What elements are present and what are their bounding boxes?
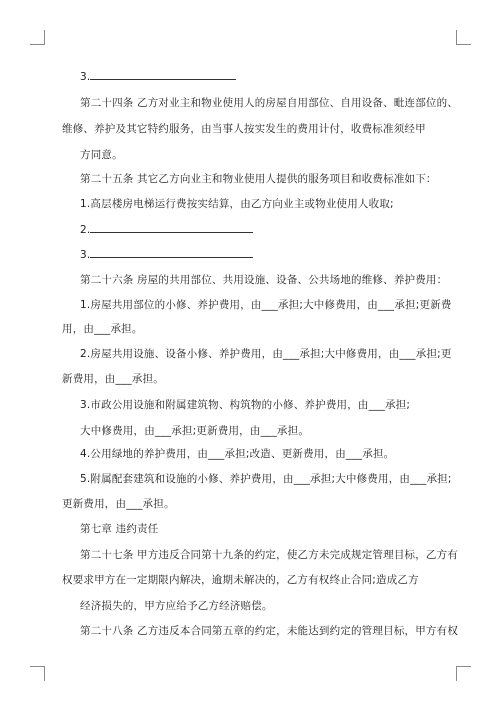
article-26-item-3-line-1: 3.市政公用设施和附属建筑物、构筑物的小修、养护费用，由___承担; (80, 399, 411, 411)
fill-blank (90, 222, 253, 233)
article-26-item-1-line-2: 用，由___承担。 (62, 323, 143, 335)
crop-mark-top-left (30, 30, 45, 45)
article-24-line-2: 维修、养护及其它特约服务，由当事人按实发生的费用计付，收费标准须经甲 (62, 123, 426, 135)
fill-blank (90, 69, 236, 80)
article-26-heading: 第二十六条 房屋的共用部位、共用设施、设备、公共场地的维修、养护费用： (80, 274, 448, 286)
list-item-3: 3. (80, 69, 236, 84)
article-27-line-2: 权要求甲方在一定期限内解决，逾期未解决的，乙方有权终止合同;造成乙方 (62, 574, 419, 586)
article-26-item-4: 4.公用绿地的养护费用，由___承担;改造、更新费用，由___承担。 (80, 448, 395, 460)
article-28-line-1: 第二十八条 乙方违反本合同第五章的约定，未能达到约定的管理目标，甲方有权 (80, 625, 459, 637)
article-25-heading: 第二十五条 其它乙方向业主和物业使用人提供的服务项目和收费标准如下： (80, 173, 437, 185)
chapter-7-heading: 第七章 违约责任 (80, 523, 159, 535)
article-24-line-1: 第二十四条 乙方对业主和物业使用人的房屋自用部位、自用设备、毗连部位的、 (80, 97, 459, 109)
article-25-item-3: 3. (80, 247, 253, 262)
article-26-item-1-line-1: 1.房屋共用部位的小修、养护费用，由___承担;大中修费用，由___承担;更新费 (80, 299, 452, 311)
article-26-item-5-line-1: 5.附属配套建筑和设施的小修、养护费用，由___承担;大中修费用，由___承担; (80, 473, 452, 485)
article-27-line-3: 经济损失的，甲方应给予乙方经济赔偿。 (80, 600, 273, 612)
article-26-item-2-line-2: 新费用，由___承担。 (62, 373, 164, 385)
article-26-item-5-line-2: 更新费用，由___承担。 (62, 498, 175, 510)
article-25-item-1: 1.高层楼房电梯运行费按实结算，由乙方向业主或物业使用人收取; (80, 198, 394, 210)
crop-mark-bottom-left (30, 666, 45, 681)
crop-mark-bottom-right (456, 666, 471, 681)
article-26-item-2-line-1: 2.房屋共用设施、设备小修、养护费用，由___承担;大中修费用，由___承担;更 (80, 348, 452, 360)
article-25-item-2: 2. (80, 222, 253, 237)
article-27-line-1: 第二十七条 甲方违反合同第十九条的约定，使乙方未完成规定管理目标，乙方有 (80, 549, 459, 561)
crop-mark-top-right (456, 30, 471, 45)
article-26-item-3-line-2: 大中修费用，由___承担;更新费用，由___承担。 (80, 425, 310, 437)
fill-blank (90, 247, 253, 258)
article-24-line-3: 方同意。 (80, 149, 123, 161)
